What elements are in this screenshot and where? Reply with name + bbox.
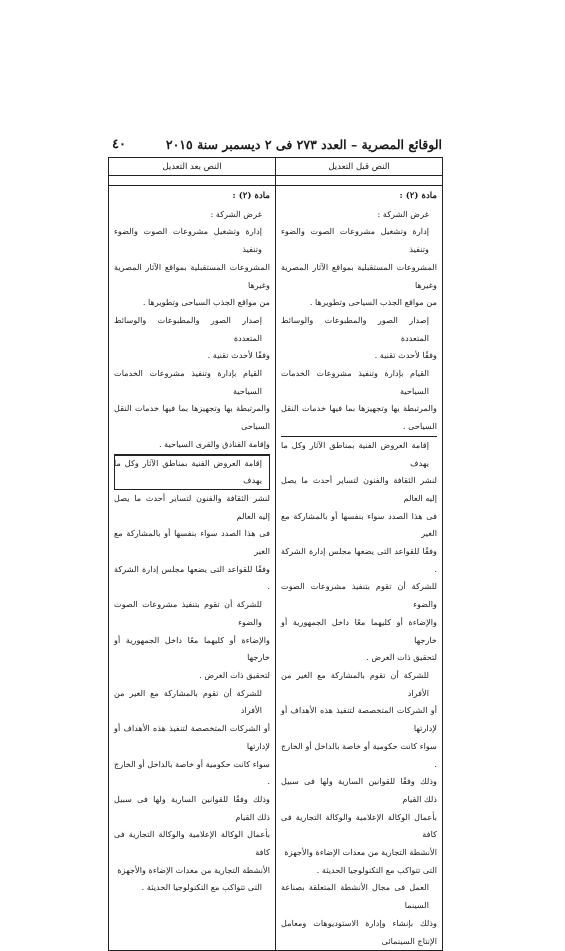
text-line: فى هذا الصدد سواء بنفسها أو بالمشاركة مع الغير: [114, 528, 270, 557]
after-text-column: [109, 186, 275, 897]
page-number: ٤٠: [112, 137, 126, 152]
spacer-cell: [276, 176, 443, 186]
text-line: والإضاءة أو كليهما معًا داخل الجمهورية أو خارجها: [281, 616, 437, 645]
text-line: غرض الشركة :: [210, 208, 262, 219]
text-line: بأعمال الوكالة الإعلامية والوكالة التجارية فى كافة: [114, 829, 270, 858]
text-line: وذلك بإنشاء وإدارة الاستوديوهات ومعامل الإنتاج السينمائى: [281, 917, 437, 946]
article-heading: مادة (٢) :: [399, 191, 437, 201]
column-header-after: النص بعد التعديل: [109, 158, 276, 176]
text-line: لتحقيق ذات الغرض .: [366, 652, 437, 663]
text-line: أو الشركات المتخصصة لتنفيذ هذه الأهداف أو لإدارتها: [114, 723, 270, 751]
text-line: المشروعات المستقبلية بمواقع الآثار المصرية وغيرها: [114, 261, 270, 290]
page-header: [112, 137, 442, 155]
text-line: والإضاءة أو كليهما معًا داخل الجمهورية أو خارجها: [114, 634, 270, 663]
before-text-column: [276, 186, 442, 950]
text-line: والمرتبطة بها وتجهيزها بما فيها خدمات النقل السياحى: [114, 403, 270, 432]
text-line: إصدار الصور والمطبوعات والوسائط المتعددة: [114, 314, 262, 343]
text-line: الأنشطة التجارية من معدات الإضاءة والأجهزة: [284, 847, 437, 858]
text-line: وذلك وفقًا للقوانين السارية ولها فى سبيل ذلك القيام: [281, 776, 437, 804]
text-line: وذلك وفقًا للقوانين السارية ولها فى سبيل ذلك القيام: [114, 793, 270, 822]
text-line: لنشر الثقافة والفنون لتساير أحدث ما يصل إليه العالم: [114, 492, 270, 521]
text-line: للشركة أن تقوم بالمشاركة مع الغير من الأفراد: [114, 687, 262, 716]
text-line: سواء كانت حكومية أو خاصة بالداخل أو الخارج .: [114, 758, 270, 787]
text-line: من مواقع الجذب السياحى وتطويرها .: [309, 297, 437, 308]
text-line: إقامة العروض الفنية بمناطق الآثار وكل ما يهدف: [281, 436, 437, 472]
text-line: لنشر الثقافة والفنون لتساير أحدث ما يصل إليه العالم: [281, 475, 437, 503]
text-line: المشروعات المستقبلية بمواقع الآثار المصرية وغيرها: [281, 261, 437, 290]
text-line: للشركة أن تقوم بتنفيذ مشروعات الصوت والضوء: [281, 581, 437, 610]
text-line: بأعمال الوكالة الإعلامية والوكالة التجارية فى كافة: [281, 811, 437, 840]
text-line: لتحقيق ذات الغرض .: [199, 669, 270, 680]
article-heading: مادة (٢) :: [232, 191, 270, 201]
text-line-amended: وإقامة الفنادق والقرى السياحية .: [114, 436, 270, 455]
text-line: القيام بإدارة وتنفيذ مشروعات الخدمات السياحية: [114, 368, 262, 396]
text-line: الأنشطة التجارية من معدات الإضاءة والأجهزة: [117, 864, 270, 875]
text-line: العمل فى مجال الأنشطة المتعلقة بصناعة السينما: [281, 882, 429, 911]
text-line: إقامة العروض الفنية بمناطق الآثار وكل ما يهدف: [114, 455, 270, 490]
text-line: للشركة أن تقوم بتنفيذ مشروعات الصوت والضوء: [114, 599, 262, 627]
after-text-cell: [109, 186, 276, 951]
text-line: فى هذا الصدد سواء بنفسها أو بالمشاركة مع الغير: [281, 510, 437, 539]
text-line: والمرتبطة بها وتجهيزها بما فيها خدمات النقل السياحى .: [281, 403, 437, 432]
text-line: أو الشركات المتخصصة لتنفيذ هذه الأهداف أو لإدارتها: [281, 705, 437, 734]
text-line: غرض الشركة :: [377, 208, 429, 219]
text-line: إدارة وتشغيل مشروعات الصوت والضوء وتنفيذ: [281, 226, 429, 255]
before-text-cell: [276, 186, 443, 951]
text-line: التى تتواكب مع التكنولوجيا الحديثة .: [316, 864, 437, 875]
text-line: للشركة أن تقوم بالمشاركة مع الغير من الأفراد: [281, 669, 429, 698]
text-line: إدارة وتشغيل مشروعات الصوت والضوء وتنفيذ: [114, 226, 262, 255]
text-line: القيام بإدارة وتنفيذ مشروعات الخدمات السياحية: [281, 368, 429, 396]
text-line: من مواقع الجذب السياحى وتطويرها .: [142, 297, 270, 308]
text-line: وفقًا للقواعد التى يضعها مجلس إدارة الشركة .: [114, 563, 270, 592]
text-line: سواء كانت حكومية أو خاصة بالداخل أو الخارج .: [281, 740, 437, 769]
amendment-table: [108, 157, 443, 951]
text-line: وفقًا لأحدث تقنية .: [207, 350, 270, 361]
column-header-before: النص قبل التعديل: [276, 158, 443, 176]
gazette-title: الوقائع المصرية – العدد ٢٧٣ فى ٢ ديسمبر سنة ٢٠١٥: [165, 137, 442, 152]
text-line: وفقًا لأحدث تقنية .: [374, 350, 437, 361]
text-line: إصدار الصور والمطبوعات والوسائط المتعددة: [281, 314, 429, 343]
spacer-cell: [109, 176, 276, 186]
text-line: التى تتواكب مع التكنولوجيا الحديثة .: [141, 882, 262, 893]
text-line: وفقًا للقواعد التى يضعها مجلس إدارة الشركة .: [281, 546, 437, 574]
